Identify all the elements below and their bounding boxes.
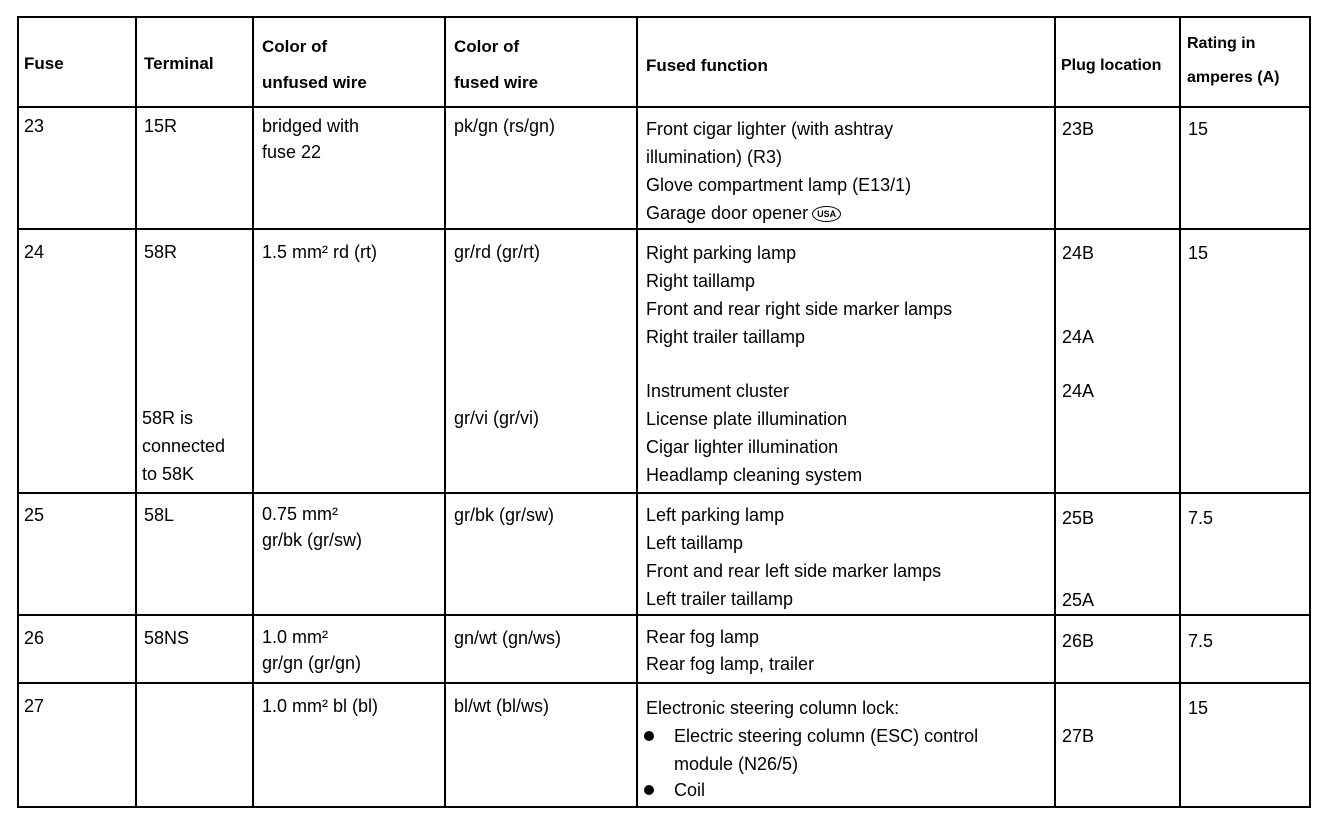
terminal: 58R — [144, 242, 178, 262]
row-divider — [17, 682, 1311, 684]
function-item: Glove compartment lamp (E13/1) — [646, 175, 912, 195]
header-divider — [17, 106, 1311, 108]
fused-function — [646, 115, 911, 227]
column-divider — [636, 16, 638, 808]
rating: 15 — [1188, 119, 1209, 139]
column-divider — [252, 16, 254, 808]
row-divider — [17, 614, 1311, 616]
unfused-wire: 1.5 mm² rd (rt) — [262, 242, 377, 262]
function-item: illumination) (R3) — [646, 147, 783, 167]
row-divider — [17, 492, 1311, 494]
plug-location: 24A — [1062, 327, 1095, 347]
function-item: Right taillamp — [646, 271, 756, 291]
function-item: Left parking lamp — [646, 505, 785, 525]
unfused-wire — [262, 113, 359, 165]
terminal: 15R — [144, 116, 178, 136]
function-item: Instrument cluster — [646, 381, 790, 401]
plug-location: 24B — [1062, 243, 1095, 263]
function-item: Rear fog lamp — [646, 627, 760, 647]
fuse-number: 24 — [24, 242, 45, 262]
function-item: License plate illumination — [646, 409, 848, 429]
unfused-wire — [262, 624, 361, 676]
fused-wire: pk/gn (rs/gn) — [454, 116, 556, 136]
terminal-note-line: 58R is — [142, 408, 194, 428]
unfused-wire-line: 0.75 mm² — [262, 504, 339, 524]
fused-function — [646, 624, 814, 678]
fused-wire: gr/vi (gr/vi) — [454, 408, 539, 428]
plug-location: 23B — [1062, 119, 1095, 139]
header-rating — [1187, 31, 1279, 91]
fused-function-heading: Electronic steering column lock: — [646, 698, 900, 718]
unfused-wire-line: bridged with — [262, 116, 360, 136]
function-item-with-badge — [646, 199, 911, 227]
plug-location: 27B — [1062, 726, 1095, 746]
header-fused-wire — [454, 33, 538, 97]
fused-wire: gr/bk (gr/sw) — [454, 505, 555, 525]
rating: 7.5 — [1188, 508, 1214, 528]
header-unfused-line2: unfused wire — [262, 73, 367, 92]
function-item: Garage door opener — [646, 203, 809, 223]
function-item: Front and rear right side marker lamps — [646, 299, 953, 319]
fuse-number: 27 — [24, 696, 45, 716]
function-item: Electric steering column (ESC) control — [674, 726, 979, 746]
terminal-note-line: to 58K — [142, 464, 195, 484]
usa-badge: USA — [812, 206, 841, 222]
plug-location: 25A — [1062, 590, 1095, 610]
fused-function — [646, 239, 952, 351]
header-unfused-wire — [262, 33, 367, 97]
function-item: Headlamp cleaning system — [646, 465, 863, 485]
header-fuse: Fuse — [24, 54, 64, 73]
column-divider — [135, 16, 137, 808]
function-item: Left trailer taillamp — [646, 589, 794, 609]
column-divider — [444, 16, 446, 808]
function-item: Left taillamp — [646, 533, 744, 553]
function-item: Front and rear left side marker lamps — [646, 561, 942, 581]
row-divider — [17, 228, 1311, 230]
column-divider — [1054, 16, 1056, 808]
unfused-wire — [262, 501, 362, 553]
function-item: Right trailer taillamp — [646, 327, 806, 347]
plug-location: 25B — [1062, 508, 1095, 528]
unfused-wire: 1.0 mm² bl (bl) — [262, 696, 379, 716]
function-item: Rear fog lamp, trailer — [646, 654, 815, 674]
fused-function-subitem — [674, 722, 978, 778]
terminal-note — [142, 404, 225, 488]
fused-wire: gn/wt (gn/ws) — [454, 628, 562, 648]
fused-wire: gr/rd (gr/rt) — [454, 242, 541, 262]
fused-wire: bl/wt (bl/ws) — [454, 696, 550, 716]
rating: 15 — [1188, 243, 1209, 263]
bullet-icon — [644, 731, 654, 741]
fuse-number: 25 — [24, 505, 45, 525]
fused-function-subitem: Coil — [674, 780, 706, 800]
fused-function — [646, 501, 941, 613]
terminal: 58NS — [144, 628, 190, 648]
terminal-note-line: connected — [142, 436, 226, 456]
terminal: 58L — [144, 505, 175, 525]
function-item: Front cigar lighter (with ashtray — [646, 119, 894, 139]
plug-location: 26B — [1062, 631, 1095, 651]
rating: 7.5 — [1188, 631, 1214, 651]
header-fused-function: Fused function — [646, 56, 768, 75]
header-fused-line1: Color of — [454, 37, 520, 56]
fuse-number: 26 — [24, 628, 45, 648]
header-rating-line1: Rating in — [1187, 35, 1256, 52]
header-plug-location: Plug location — [1061, 57, 1162, 74]
header-rating-line2: amperes (A) — [1187, 69, 1280, 86]
function-item: Cigar lighter illumination — [646, 437, 839, 457]
rating: 15 — [1188, 698, 1209, 718]
unfused-wire-line: 1.0 mm² — [262, 627, 329, 647]
fuse-number: 23 — [24, 116, 45, 136]
function-item: module (N26/5) — [674, 754, 799, 774]
header-fused-line2: fused wire — [454, 73, 539, 92]
bullet-icon — [644, 785, 654, 795]
plug-location: 24A — [1062, 381, 1095, 401]
fused-function — [646, 377, 862, 489]
unfused-wire-line: fuse 22 — [262, 142, 322, 162]
header-terminal: Terminal — [144, 54, 214, 73]
unfused-wire-line: gr/bk (gr/sw) — [262, 530, 363, 550]
function-item: Right parking lamp — [646, 243, 797, 263]
column-divider — [1179, 16, 1181, 808]
header-unfused-line1: Color of — [262, 37, 328, 56]
unfused-wire-line: gr/gn (gr/gn) — [262, 653, 362, 673]
